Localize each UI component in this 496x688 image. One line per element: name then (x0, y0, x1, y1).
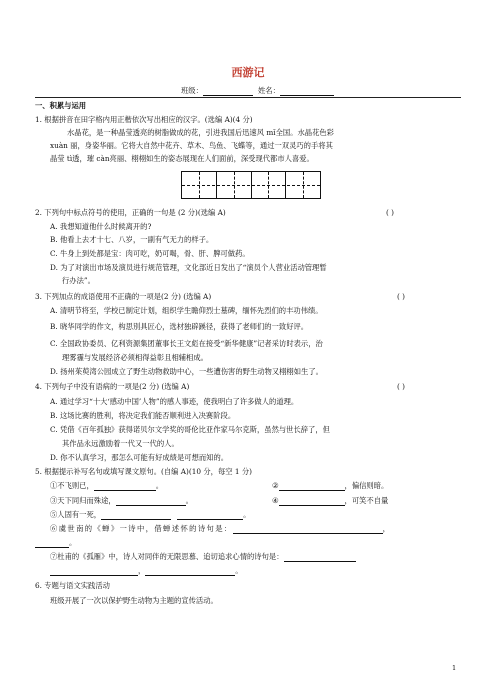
q5-blank (101, 511, 171, 520)
q1-paragraph-line: 水晶花，是一种晶莹透亮的树脂做成的花，引进我国后迅速风 mǐ全国。水晶花色彩 (67, 128, 334, 137)
q5-blank (233, 525, 383, 534)
q3-option-b: B. 晓华同学的作文，构思別具匠心，选材独辟蹊径，获得了老师们的一致好评。 (50, 322, 309, 331)
class-blank (203, 87, 253, 96)
q5-blank (284, 553, 356, 562)
grid-line (199, 172, 200, 198)
q5-item-6-text: ⑥虞世南的《蝉》一诗中，借蝉述怀的诗句是： (50, 524, 233, 533)
q3-option-c: C. 全国政协委员、亿利资源集团董事长王文彪在接受“新华健康”记者采访时表示，治 (50, 339, 323, 348)
q2-option-d: D. 为了对演出市场及演员进行规范管理，文化部近日发出了“演员个人营业活动管理暂 (50, 263, 327, 272)
q3-option-a: A. 清明节将至，学校已制定计划，组织学生瞻仰烈士墓碑，缅怀先烈们的丰功伟绩。 (50, 306, 323, 315)
q2-option-d-cont: 行办法”。 (62, 276, 95, 285)
section-heading: 一、积累与运用 (35, 101, 87, 110)
q5-item-7 (50, 552, 356, 562)
q5-item-3 (50, 496, 193, 506)
q5-item-2-num: ② (272, 481, 279, 490)
q1-paragraph-line: 晶莹 tì透，璀 càn亮丽、栩栩如生的姿态展现在人们面前，深受现代都市人喜爱。 (50, 154, 314, 163)
q4-option-b: B. 这场比赛的胜利，将决定我们能否顺利进入决赛阶段。 (50, 411, 236, 420)
q5-blank (279, 497, 345, 506)
q5-item-6 (50, 524, 390, 534)
q3-option-c-cont: 理雾霾与发展经济必须相得益彰且相辅相成。 (62, 353, 208, 362)
q5-item-4-text: ，可笑不自量 (344, 496, 389, 505)
q5-item-6-comma: ， (382, 524, 390, 533)
q4-option-a: A. 通过学习“十大‘感动中国’人物”的感人事迹，使我明白了许多做人的道理。 (50, 397, 299, 406)
q2-option-b: B. 他看上去才十七、八岁，一副有气无力的样子。 (50, 235, 214, 244)
grid-line (285, 172, 286, 198)
q1-stem: 1. 根据拼音在田字格内用正楷依次写出相应的汉字。(选编 A)(4 分) (35, 115, 253, 124)
q2-option-c: C. 牛身上到处都是宝：肉可吃，奶可喝，骨、肝、脾可做药。 (50, 249, 250, 258)
q5-blank (50, 567, 138, 576)
q5-item-1 (50, 481, 163, 491)
q5-blank (145, 567, 235, 576)
q5-item-7-comma: ， (138, 566, 146, 575)
class-label: 班级： (181, 86, 203, 95)
q6-stem: 6. 专题与语文实践活动 (35, 581, 110, 590)
q5-blank (177, 511, 243, 520)
q5-item-1-text: ①不飞则已， (50, 481, 94, 490)
q5-blank (116, 497, 186, 506)
name-blank (280, 87, 334, 96)
q5-item-6-cont (35, 538, 76, 548)
q5-blank (94, 482, 156, 491)
q2-option-a: A. 我想知道他什么时候离开的? (50, 222, 152, 231)
q5-item-7-end: 。 (235, 566, 243, 575)
q5-item-5 (50, 510, 250, 520)
q5-item-3-text: ③天下同归而殊途， (50, 496, 116, 505)
class-field (181, 86, 253, 96)
page-title: 西游记 (231, 66, 265, 79)
q5-item-5-text: ⑤人固有一死， (50, 510, 102, 519)
q1-paragraph-line: xuàn 丽，身姿华丽。它将大自然中花卉、草木、鸟鱼、飞蝶等，通过一双灵巧的手将其 (50, 141, 333, 150)
q5-item-2-text: ，偏信则暗。 (344, 481, 389, 490)
name-field (258, 86, 334, 96)
q4-option-d: D. 你不认真学习，那怎么可能有好成绩是可想而知的。 (50, 453, 229, 462)
q3-answer-paren: ( ) (397, 292, 406, 301)
page-number: 1 (452, 664, 457, 672)
q4-answer-paren: ( ) (397, 382, 406, 391)
q5-item-7-cont (50, 566, 243, 576)
q5-stem: 5. 根据提示补写名句或填写课文原句。(自编 A)(10 分，每空 1 分) (35, 467, 252, 476)
q2-answer-paren: ( ) (386, 208, 395, 217)
q4-stem: 4. 下列句子中没有语病的一项是(2 分) (选编 A) (35, 382, 190, 391)
header-rule (35, 97, 461, 98)
q5-item-3-end: 。 (185, 496, 193, 505)
q5-item-5-end: 。 (243, 510, 251, 519)
q2-stem: 2. 下列句中标点符号的使用，正确的一句是 (2 分)(选编 A) (35, 208, 226, 217)
q5-item-2 (272, 481, 388, 491)
q4-option-c-cont: 其作品永远激励着一代又一代的人。 (62, 439, 179, 448)
q6-paragraph: 班级开展了一次以保护野生动物为主题的宣传活动。 (50, 596, 218, 605)
q5-item-4-num: ④ (272, 496, 279, 505)
tianzige-grid (181, 171, 321, 199)
grid-line (268, 172, 269, 198)
name-label: 姓名： (258, 86, 280, 95)
grid-line (216, 172, 217, 198)
q5-item-1-end: 。 (155, 481, 164, 490)
q4-option-c: C. 凭借《百年孤独》获得诺贝尔文学奖的哥伦比亚作家马尔克斯，虽然与世长辞了，但 (50, 425, 330, 434)
q5-item-7-text: ⑦杜甫的《孤雁》中，诗人对同伴的无限思慕、追切追求心情的诗句是： (50, 552, 284, 561)
grid-line (234, 172, 235, 198)
q5-item-6-end: 。 (69, 538, 77, 547)
q5-blank (35, 539, 69, 548)
q5-blank (279, 482, 345, 491)
q3-option-d: D. 扬州茱萸湾公园成立了野生动物救助中心，一些遭伤害的野生动物又栩栩如生了。 (50, 367, 323, 376)
q3-stem: 3. 下列加点的成语使用不正确的一项是(2 分) (选编 A) (35, 292, 212, 301)
grid-line (303, 172, 304, 198)
q5-item-4 (272, 496, 388, 506)
grid-line (251, 172, 252, 198)
